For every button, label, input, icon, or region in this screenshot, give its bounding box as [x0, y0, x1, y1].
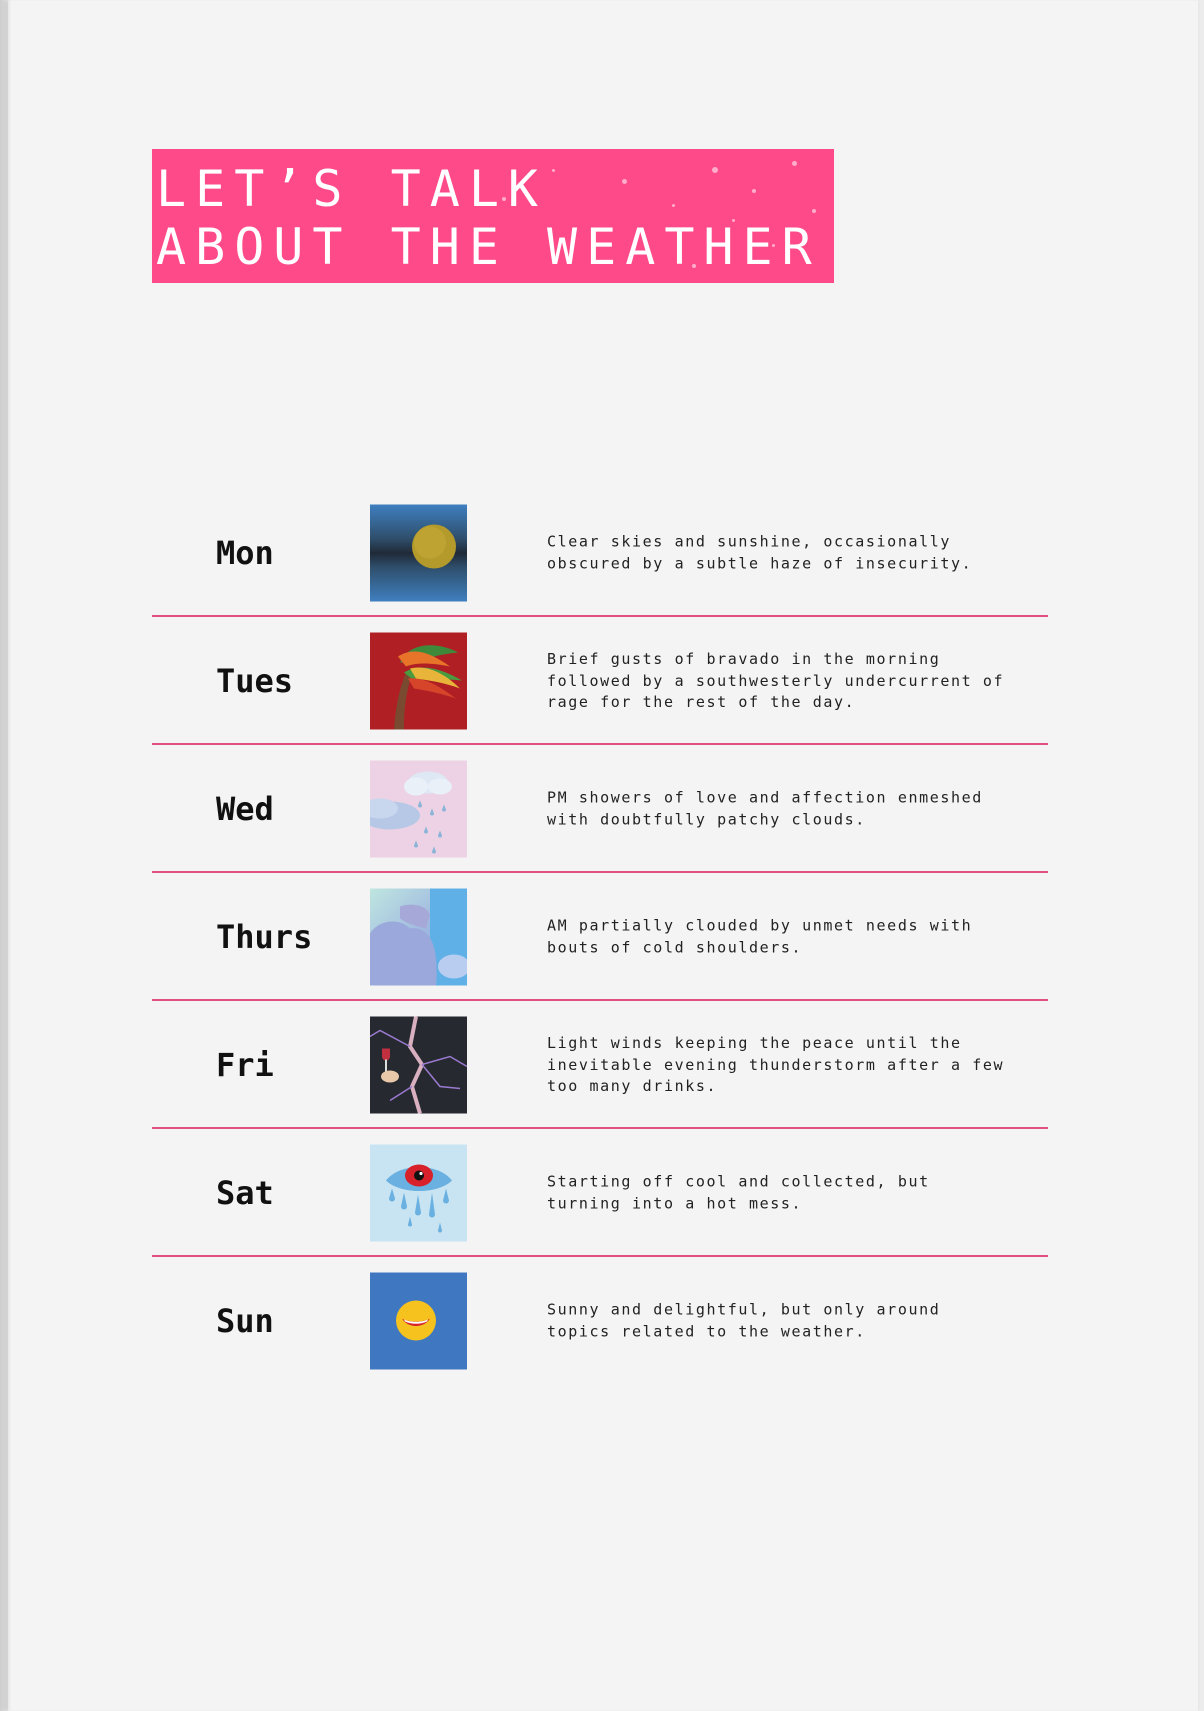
- forecast-description: PM showers of love and affection enmeshed with doubtfully patchy clouds.: [547, 788, 983, 828]
- day-label: Mon: [216, 534, 274, 572]
- forecast-description: Light winds keeping the peace until the inevitable evening thunderstorm after a few too many drinks.: [547, 1033, 1005, 1095]
- forecast-row-sun: [152, 1257, 1048, 1385]
- day-label: Sat: [216, 1174, 274, 1212]
- forecast-description: Brief gusts of bravado in the morning followed by a southwesterly undercurrent of rage for the rest of the day.: [547, 649, 1005, 711]
- forecast-description: Sunny and delightful, but only around topics related to the weather.: [547, 1300, 941, 1340]
- forecast-row-tues: [152, 617, 1048, 745]
- title-line-2: ABOUT THE WEATHER: [156, 218, 821, 276]
- cold-shoulder-clouds-icon: [370, 889, 467, 986]
- smiling-sun-icon: [370, 1273, 467, 1370]
- page: [8, 0, 1198, 1711]
- forecast-row-mon: [152, 489, 1048, 617]
- day-label: Tues: [216, 662, 294, 700]
- day-label: Fri: [216, 1046, 274, 1084]
- crying-eye-icon: [370, 1145, 467, 1242]
- day-label: Thurs: [216, 918, 313, 956]
- day-label: Wed: [216, 790, 274, 828]
- forecast-description: AM partially clouded by unmet needs with bouts of cold shoulders.: [547, 916, 973, 956]
- forecast-row-wed: [152, 745, 1048, 873]
- forecast-description: Clear skies and sunshine, occasionally obscured by a subtle haze of insecurity.: [547, 532, 973, 572]
- forecast-row-fri: [152, 1001, 1048, 1129]
- title-line-1: LET’S TALK: [156, 160, 548, 218]
- forecast-row-sat: [152, 1129, 1048, 1257]
- windblown-tree-icon: [370, 633, 467, 730]
- page-spine-shadow: [0, 0, 8, 1711]
- hazy-sun-icon: [370, 505, 467, 602]
- forecast-description: Starting off cool and collected, but turning into a hot mess.: [547, 1172, 930, 1212]
- thunderstorm-drink-icon: [370, 1017, 467, 1114]
- rain-cloud-icon: [370, 761, 467, 858]
- day-label: Sun: [216, 1302, 274, 1340]
- title-banner: [152, 149, 834, 283]
- forecast-row-thurs: [152, 873, 1048, 1001]
